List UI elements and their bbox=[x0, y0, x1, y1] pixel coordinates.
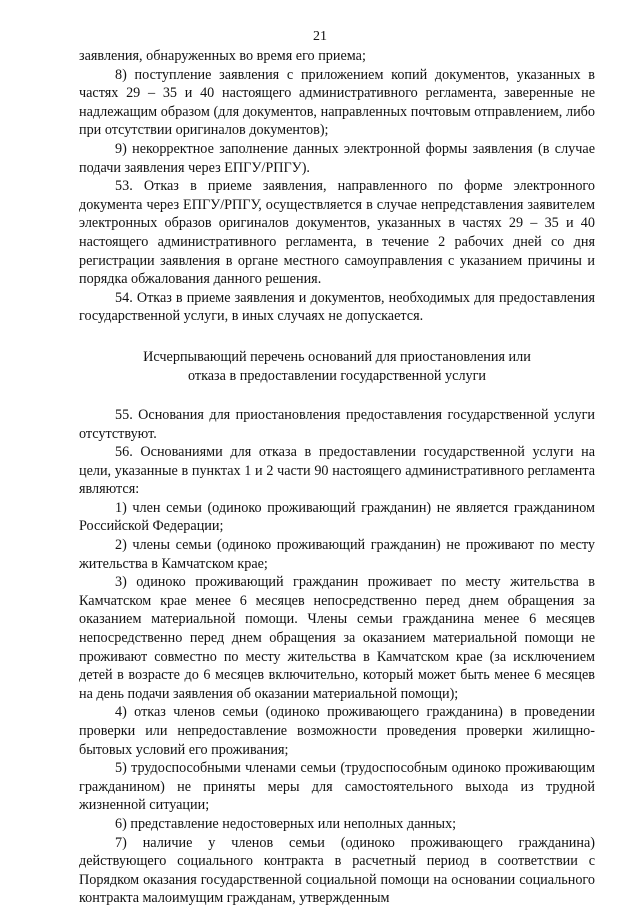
section-heading-line-1: Исчерпывающий перечень оснований для приостановления или bbox=[143, 348, 531, 365]
paragraph: 1) член семьи (одиноко проживающий гражданин) не является гражданином Российской Федерации; bbox=[79, 499, 595, 535]
section-heading bbox=[79, 348, 595, 386]
section-heading-line-2: отказа в предоставлении государственной услуги bbox=[187, 367, 487, 384]
paragraph: 6) представление недостоверных или неполных данных; bbox=[115, 815, 457, 832]
page-number: 21 bbox=[313, 29, 327, 44]
text-block-top bbox=[79, 47, 595, 326]
paragraph: 54. Отказ в приеме заявления и документов, необходимых для предоставления государственной услуги, в иных случаях не допускается. bbox=[79, 289, 595, 325]
paragraph: 4) отказ членов семьи (одиноко проживающего гражданина) в проведении проверки или непредоставление возможности проведения проверки жилищно-бытовых условий его проживания; bbox=[79, 704, 595, 758]
paragraph: 8) поступление заявления с приложением копий документов, указанных в частях 29 – 35 и 40 настоящего административного регламента, заверенные не надлежащим образом (для документов, направленных почтовым отправлением, либо при отсутствии оригиналов документов); bbox=[79, 66, 595, 139]
paragraph: 53. Отказ в приеме заявления, направленного по форме электронного документа через ЕПГУ/РПГУ, осуществляется в случае непредставления заявителем электронных образов оригиналов документов, указанных в частях 29 – 35 и 40 настоящего административного регламента, в течение 2 рабочих дней со дня регистрации заявления в органе местного самоуправления с указанием причины и порядка обжалования данного решения. bbox=[79, 178, 595, 288]
paragraph: 3) одиноко проживающий гражданин проживает по месту жительства в Камчатском крае менее 6 месяцев непосредственно перед днем обращения за оказанием материальной помощи. Члены семьи гражданина менее 6 месяцев непосредственно перед днем обращения за оказанием материальной помощи не проживают совместно по месту жительства в Камчатском крае (за исключением детей в возрасте до 6 месяцев включительно, который может быть менее 6 месяцев на день подачи заявления об оказании материальной помощи); bbox=[79, 574, 595, 702]
paragraph: 55. Основания для приостановления предоставления государственной услуги отсутствуют. bbox=[79, 406, 595, 442]
document-body bbox=[79, 47, 595, 908]
paragraph: 9) некорректное заполнение данных электронной формы заявления (в случае подачи заявления через ЕПГУ/РПГУ). bbox=[79, 140, 595, 176]
paragraph: 5) трудоспособными членами семьи (трудоспособным одиноко проживающим гражданином) не приняты меры для самостоятельного выхода из трудной жизненной ситуации; bbox=[79, 760, 595, 814]
text-block-bottom bbox=[79, 406, 595, 908]
paragraph: 7) наличие у членов семьи (одиноко проживающего гражданина) действующего социального контракта в расчетный период в соответствии с Порядком оказания государственной социальной помощи на основании социального контракта малоимущим гражданам, утвержденным bbox=[79, 834, 595, 907]
paragraph: 2) члены семьи (одиноко проживающий гражданин) не проживают по месту жительства в Камчатском крае; bbox=[79, 537, 595, 572]
paragraph: заявления, обнаруженных во время его приема; bbox=[79, 48, 366, 64]
paragraph: 56. Основаниями для отказа в предоставлении государственной услуги на цели, указанные в пунктах 1 и 2 части 90 настоящего административного регламента являются: bbox=[79, 444, 595, 498]
